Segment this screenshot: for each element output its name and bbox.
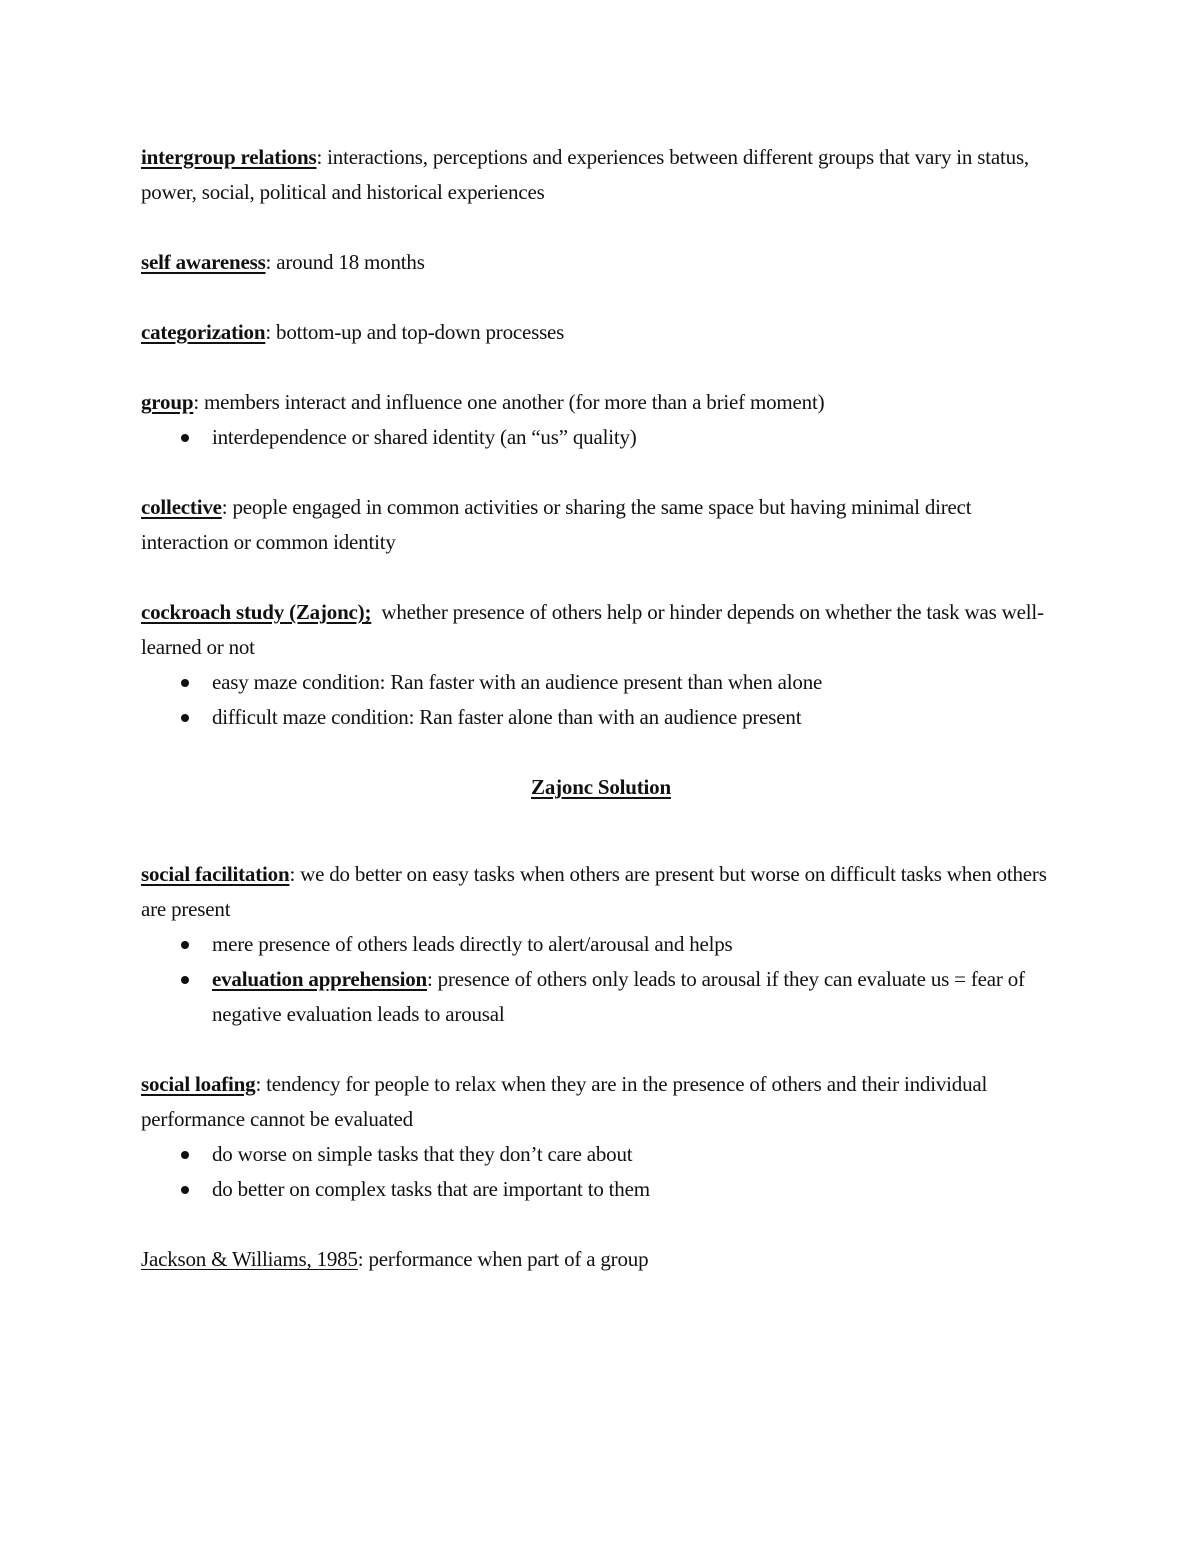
social-facilitation-text: : we do better on easy tasks when others are present but worse on difficult tasks when others are present bbox=[141, 862, 1047, 921]
intergroup-relations-definition bbox=[141, 140, 1061, 210]
term-social-loafing: social loafing bbox=[141, 1072, 256, 1096]
bullet-dot-icon bbox=[181, 679, 189, 687]
list-item: do better on complex tasks that are important to them bbox=[141, 1172, 1061, 1207]
cockroach-study-text: whether presence of others help or hinder depends on whether the task was well-learned or not bbox=[141, 600, 1044, 659]
list-item: interdependence or shared identity (an “us” quality) bbox=[141, 420, 1061, 455]
intergroup-relations-text: : interactions, perceptions and experiences between different groups that vary in status, power, social, political and historical experiences bbox=[141, 145, 1029, 204]
categorization-definition bbox=[141, 315, 1061, 350]
group-bullet-list bbox=[141, 420, 1061, 455]
bullet-dot-icon bbox=[181, 434, 189, 442]
social-loafing-bullet-list bbox=[141, 1137, 1061, 1207]
document-page bbox=[141, 140, 1061, 1277]
group-text: : members interact and influence one another (for more than a brief moment) bbox=[193, 390, 825, 414]
list-item: difficult maze condition: Ran faster alone than with an audience present bbox=[141, 700, 1061, 735]
term-group: group bbox=[141, 390, 194, 414]
term-social-facilitation: social facilitation bbox=[141, 862, 290, 886]
social-facilitation-definition bbox=[141, 857, 1061, 927]
cockroach-study-definition bbox=[141, 595, 1061, 665]
jackson-williams-reference bbox=[141, 1242, 1061, 1277]
self-awareness-definition bbox=[141, 245, 1061, 280]
term-evaluation-apprehension: evaluation apprehension bbox=[212, 967, 427, 991]
list-item: easy maze condition: Ran faster with an audience present than when alone bbox=[141, 665, 1061, 700]
section-heading bbox=[141, 770, 1061, 805]
bullet-dot-icon bbox=[181, 1151, 189, 1159]
list-item: mere presence of others leads directly to alert/arousal and helps bbox=[141, 927, 1061, 962]
citation-jackson-williams: Jackson & Williams, 1985 bbox=[141, 1247, 358, 1271]
bullet-dot-icon bbox=[181, 941, 189, 949]
social-loafing-definition bbox=[141, 1067, 1061, 1137]
categorization-text: : bottom-up and top-down processes bbox=[265, 320, 565, 344]
self-awareness-text: : around 18 months bbox=[265, 250, 425, 274]
group-definition bbox=[141, 385, 1061, 420]
bullet-dot-icon bbox=[181, 976, 189, 984]
cockroach-bullet-list bbox=[141, 665, 1061, 735]
term-self-awareness: self awareness bbox=[141, 250, 266, 274]
term-cockroach-study: cockroach study (Zajonc); bbox=[141, 600, 372, 624]
term-intergroup-relations: intergroup relations bbox=[141, 145, 317, 169]
zajonc-solution-heading: Zajonc Solution bbox=[531, 775, 671, 799]
term-collective: collective bbox=[141, 495, 222, 519]
collective-definition bbox=[141, 490, 1061, 560]
bullet-dot-icon bbox=[181, 1186, 189, 1194]
social-loafing-text: : tendency for people to relax when they are in the presence of others and their individual performance cannot be evaluated bbox=[141, 1072, 988, 1131]
list-item: do worse on simple tasks that they don’t care about bbox=[141, 1137, 1061, 1172]
jackson-williams-text: : performance when part of a group bbox=[357, 1247, 649, 1271]
collective-text: : people engaged in common activities or sharing the same space but having minimal direct interaction or common identity bbox=[141, 495, 972, 554]
social-facilitation-bullet-list bbox=[141, 927, 1061, 1032]
list-item: evaluation apprehension: presence of others only leads to arousal if they can evaluate us = fear of negative evaluation leads to arousal bbox=[141, 962, 1061, 1032]
bullet-dot-icon bbox=[181, 714, 189, 722]
term-categorization: categorization bbox=[141, 320, 266, 344]
